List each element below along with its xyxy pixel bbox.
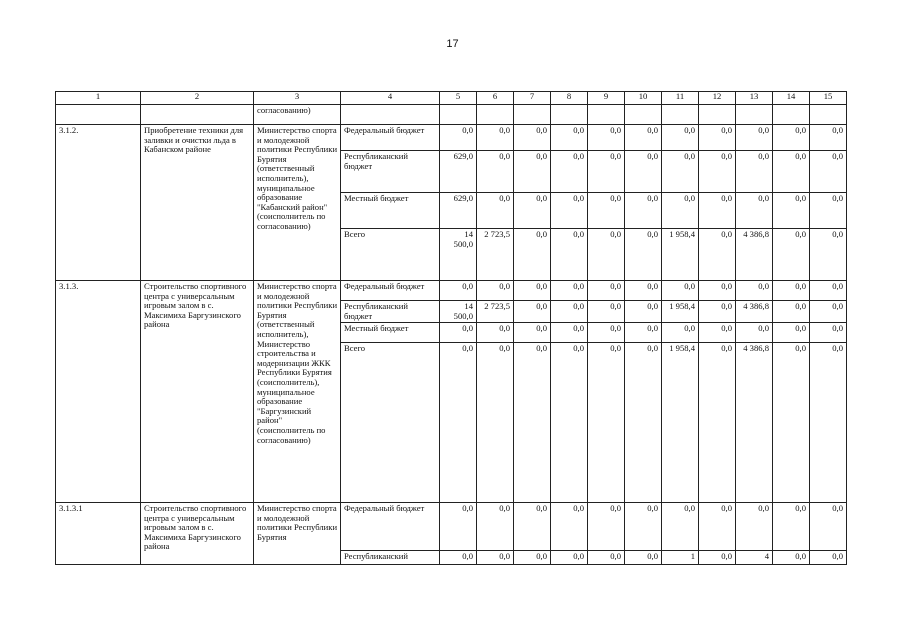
carryover-cell	[588, 105, 625, 125]
amount-cell: 0,0	[477, 343, 514, 503]
column-header-14: 14	[773, 92, 810, 105]
amount-cell: 0,0	[588, 281, 625, 301]
carryover-text: согласованию)	[254, 105, 341, 125]
amount-cell: 14 500,0	[440, 301, 477, 323]
amount-cell: 0,0	[810, 125, 847, 151]
amount-cell: 0,0	[514, 125, 551, 151]
amount-cell: 0,0	[625, 551, 662, 565]
amount-cell: 0,0	[514, 151, 551, 193]
amount-cell: 0,0	[588, 343, 625, 503]
amount-cell: 0,0	[514, 551, 551, 565]
amount-cell: 0,0	[810, 151, 847, 193]
amount-cell: 629,0	[440, 193, 477, 229]
amount-cell: 0,0	[625, 281, 662, 301]
amount-cell: 0,0	[588, 323, 625, 343]
amount-cell: 0,0	[625, 343, 662, 503]
amount-cell: 0,0	[773, 301, 810, 323]
item-executor: Министерство спорта и молодежной политики Республики Бурятия (ответственный исполнитель), муниципальное образование "Кабанский район" (соисполнитель по согласованию)	[254, 125, 341, 281]
table-body	[56, 92, 847, 565]
carryover-cell	[699, 105, 736, 125]
amount-cell: 0,0	[625, 503, 662, 551]
amount-cell: 0,0	[551, 503, 588, 551]
amount-cell: 0,0	[699, 125, 736, 151]
amount-cell: 0,0	[773, 503, 810, 551]
amount-cell: 0,0	[551, 151, 588, 193]
amount-cell: 0,0	[514, 503, 551, 551]
amount-cell: 0,0	[588, 503, 625, 551]
amount-cell: 0,0	[773, 343, 810, 503]
amount-cell: 0,0	[810, 551, 847, 565]
amount-cell: 0,0	[514, 193, 551, 229]
carryover-cell	[662, 105, 699, 125]
amount-cell: 0,0	[625, 151, 662, 193]
carryover-cell	[477, 105, 514, 125]
carryover-cell	[551, 105, 588, 125]
item-executor: Министерство спорта и молодежной политики Республики Бурятия (ответственный исполнитель), Министерство строительства и модернизации ЖКК Республики Бурятия (соисполнитель), муниципальное образование "Баргузинский район" (соисполнитель по согласованию)	[254, 281, 341, 503]
amount-cell: 0,0	[625, 301, 662, 323]
item-code: 3.1.3.	[56, 281, 141, 503]
budget-table	[55, 91, 847, 565]
column-header-6: 6	[477, 92, 514, 105]
amount-cell: 0,0	[810, 193, 847, 229]
amount-cell: 0,0	[440, 323, 477, 343]
column-header-5: 5	[440, 92, 477, 105]
amount-cell: 0,0	[440, 125, 477, 151]
carryover-cell	[736, 105, 773, 125]
column-header-9: 9	[588, 92, 625, 105]
amount-cell: 4	[736, 551, 773, 565]
amount-cell: 0,0	[773, 323, 810, 343]
amount-cell: 0,0	[551, 229, 588, 281]
funding-source: Местный бюджет	[341, 193, 440, 229]
column-header-10: 10	[625, 92, 662, 105]
amount-cell: 0,0	[551, 551, 588, 565]
amount-cell: 0,0	[773, 125, 810, 151]
column-header-8: 8	[551, 92, 588, 105]
amount-cell: 0,0	[736, 193, 773, 229]
amount-cell: 0,0	[699, 323, 736, 343]
funding-source: Федеральный бюджет	[341, 125, 440, 151]
column-header-13: 13	[736, 92, 773, 105]
amount-cell: 0,0	[477, 125, 514, 151]
amount-cell: 0,0	[662, 281, 699, 301]
amount-cell: 0,0	[662, 193, 699, 229]
carryover-cell	[341, 105, 440, 125]
carryover-cell	[440, 105, 477, 125]
amount-cell: 0,0	[810, 343, 847, 503]
amount-cell: 0,0	[440, 551, 477, 565]
amount-cell: 4 386,8	[736, 301, 773, 323]
amount-cell: 0,0	[736, 125, 773, 151]
amount-cell: 0,0	[551, 125, 588, 151]
column-header-11: 11	[662, 92, 699, 105]
amount-cell: 0,0	[699, 229, 736, 281]
amount-cell: 0,0	[699, 503, 736, 551]
amount-cell: 0,0	[588, 229, 625, 281]
amount-cell: 0,0	[736, 281, 773, 301]
column-header-4: 4	[341, 92, 440, 105]
amount-cell: 0,0	[440, 343, 477, 503]
amount-cell: 0,0	[588, 151, 625, 193]
item-name: Строительство спортивного центра с универсальным игровым залом в с. Максимиха Баргузинского района	[141, 503, 254, 565]
carryover-cell	[810, 105, 847, 125]
carryover-cell	[773, 105, 810, 125]
item-name: Строительство спортивного центра с универсальным игровым залом в с. Максимиха Баргузинского района	[141, 281, 254, 503]
amount-cell: 0,0	[551, 301, 588, 323]
amount-cell: 2 723,5	[477, 229, 514, 281]
amount-cell: 0,0	[810, 281, 847, 301]
funding-source: Всего	[341, 343, 440, 503]
amount-cell: 0,0	[514, 229, 551, 281]
table-row	[56, 503, 847, 551]
table-row	[56, 281, 847, 301]
amount-cell: 14 500,0	[440, 229, 477, 281]
amount-cell: 0,0	[810, 323, 847, 343]
amount-cell: 0,0	[551, 281, 588, 301]
amount-cell: 0,0	[551, 323, 588, 343]
carryover-cell-code	[56, 105, 141, 125]
page-number: 17	[446, 38, 459, 50]
funding-source: Федеральный бюджет	[341, 503, 440, 551]
funding-source: Республиканский бюджет	[341, 301, 440, 323]
amount-cell: 0,0	[773, 151, 810, 193]
amount-cell: 0,0	[699, 343, 736, 503]
amount-cell: 2 723,5	[477, 301, 514, 323]
amount-cell: 0,0	[773, 551, 810, 565]
amount-cell: 0,0	[588, 551, 625, 565]
amount-cell: 0,0	[514, 323, 551, 343]
amount-cell: 0,0	[699, 193, 736, 229]
amount-cell: 0,0	[699, 151, 736, 193]
amount-cell: 0,0	[477, 281, 514, 301]
amount-cell: 0,0	[477, 151, 514, 193]
funding-source: Федеральный бюджет	[341, 281, 440, 301]
amount-cell: 0,0	[514, 343, 551, 503]
amount-cell: 0,0	[477, 323, 514, 343]
amount-cell: 0,0	[625, 125, 662, 151]
amount-cell: 0,0	[551, 193, 588, 229]
amount-cell: 0,0	[662, 151, 699, 193]
amount-cell: 0,0	[440, 503, 477, 551]
carryover-cell	[514, 105, 551, 125]
amount-cell: 0,0	[736, 151, 773, 193]
amount-cell: 0,0	[662, 503, 699, 551]
amount-cell: 0,0	[662, 323, 699, 343]
amount-cell: 0,0	[810, 301, 847, 323]
amount-cell: 0,0	[699, 551, 736, 565]
amount-cell: 0,0	[551, 343, 588, 503]
item-code: 3.1.2.	[56, 125, 141, 281]
amount-cell: 0,0	[440, 281, 477, 301]
amount-cell: 0,0	[477, 193, 514, 229]
funding-source: Республиканский	[341, 551, 440, 565]
amount-cell: 0,0	[514, 301, 551, 323]
funding-source: Всего	[341, 229, 440, 281]
funding-source: Местный бюджет	[341, 323, 440, 343]
column-header-2: 2	[141, 92, 254, 105]
amount-cell: 0,0	[477, 503, 514, 551]
column-header-12: 12	[699, 92, 736, 105]
amount-cell: 4 386,8	[736, 229, 773, 281]
carryover-cell	[625, 105, 662, 125]
amount-cell: 0,0	[588, 193, 625, 229]
amount-cell: 1 958,4	[662, 229, 699, 281]
funding-source: Республиканский бюджет	[341, 151, 440, 193]
table-row	[56, 125, 847, 151]
amount-cell: 0,0	[588, 301, 625, 323]
column-header-15: 15	[810, 92, 847, 105]
amount-cell: 0,0	[662, 125, 699, 151]
amount-cell: 0,0	[625, 323, 662, 343]
amount-cell: 0,0	[699, 301, 736, 323]
amount-cell: 0,0	[736, 323, 773, 343]
carryover-cell-name	[141, 105, 254, 125]
column-number-row	[56, 92, 847, 105]
item-code: 3.1.3.1	[56, 503, 141, 565]
item-executor: Министерство спорта и молодежной политики Республики Бурятия	[254, 503, 341, 565]
item-name: Приобретение техники для заливки и очистки льда в Кабанском районе	[141, 125, 254, 281]
amount-cell: 0,0	[699, 281, 736, 301]
amount-cell: 0,0	[810, 503, 847, 551]
amount-cell: 4 386,8	[736, 343, 773, 503]
amount-cell: 0,0	[773, 229, 810, 281]
amount-cell: 0,0	[736, 503, 773, 551]
amount-cell: 1	[662, 551, 699, 565]
amount-cell: 0,0	[514, 281, 551, 301]
amount-cell: 0,0	[773, 281, 810, 301]
amount-cell: 0,0	[477, 551, 514, 565]
carryover-row	[56, 105, 847, 125]
column-header-1: 1	[56, 92, 141, 105]
amount-cell: 1 958,4	[662, 343, 699, 503]
column-header-7: 7	[514, 92, 551, 105]
amount-cell: 0,0	[810, 229, 847, 281]
amount-cell: 0,0	[625, 193, 662, 229]
amount-cell: 0,0	[625, 229, 662, 281]
amount-cell: 0,0	[588, 125, 625, 151]
amount-cell: 0,0	[773, 193, 810, 229]
amount-cell: 1 958,4	[662, 301, 699, 323]
column-header-3: 3	[254, 92, 341, 105]
amount-cell: 629,0	[440, 151, 477, 193]
